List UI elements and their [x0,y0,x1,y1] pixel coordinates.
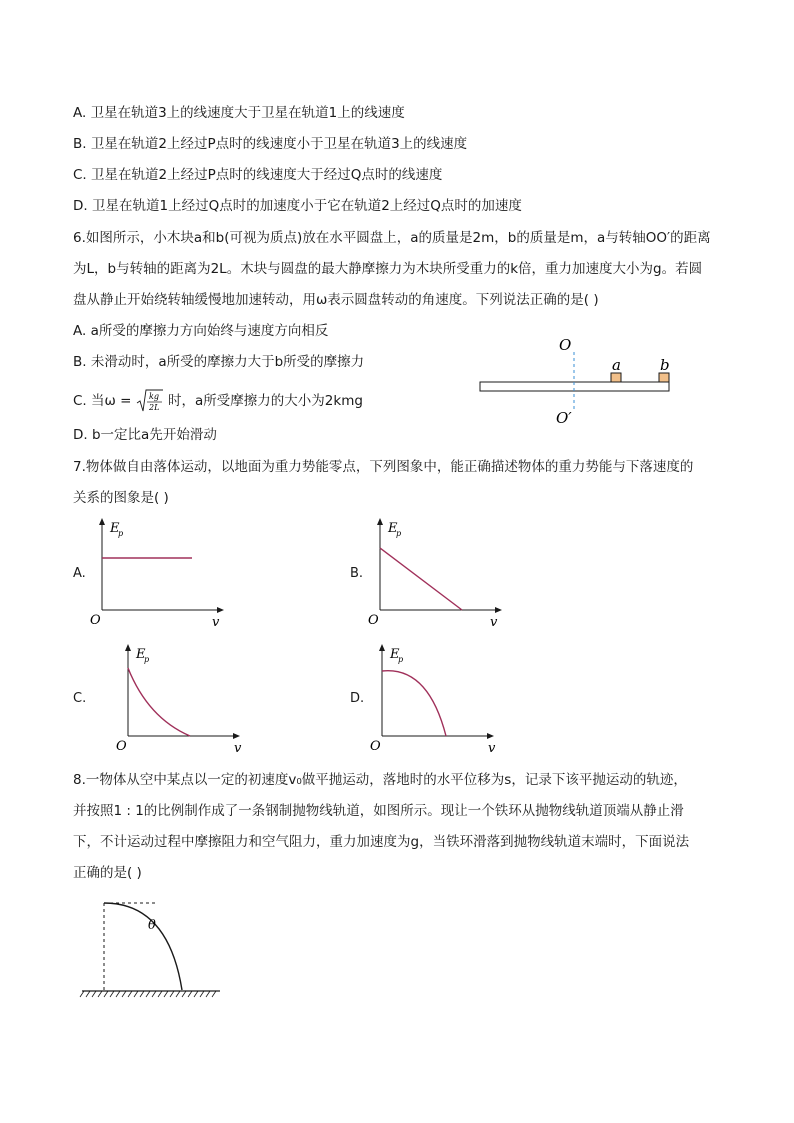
svg-text:E: E [110,521,120,536]
svg-text:v: v [490,615,498,628]
svg-text:E: E [390,647,400,662]
svg-text:E: E [136,647,146,662]
option-text: 卫星在轨道2上经过P点时的线速度小于卫星在轨道3上的线速度 [90,136,468,152]
option-text: 卫星在轨道1上经过Q点时的加速度小于它在轨道2上经过Q点时的加速度 [91,198,522,214]
option-letter: A. [73,105,87,121]
label-o: O [559,336,572,354]
q7-graph-a[interactable] [88,518,238,628]
curve [382,671,446,736]
q6-stem-line-1: 6.如图所示，小木块a和b(可视为质点)放在水平圆盘上，a的质量是2m，b的质量是m，a与转轴OO′的距离 [73,230,711,246]
option-text: 卫星在轨道2上经过P点时的线速度大于经过Q点时的线速度 [91,167,443,183]
q6-disc-figure [470,330,680,430]
q6-stem-line-2: 为L，b与转轴的距离为2L。木块与圆盘的最大静摩擦力为木块所受重力的k倍，重力加速度大小为g。若圆 [73,261,703,277]
ground-hatch [80,991,216,997]
q5-option-a[interactable] [73,103,405,123]
q7-graph-c-letter[interactable]: C. [73,691,87,706]
q5-option-d[interactable] [73,196,522,216]
q6-option-c[interactable] [73,388,363,414]
q7-stem-line-1: 7.物体做自由落体运动，以地面为重力势能零点，下列图象中，能正确描述物体的重力势能与下落速度的 [73,459,694,475]
svg-text:O: O [116,739,127,754]
q5-option-b[interactable] [73,134,467,154]
option-c-suffix: 时，a所受摩擦力的大小为2kmg [168,393,363,409]
svg-text:v: v [234,741,242,754]
q7-graph-b[interactable] [366,518,516,628]
q8-parabola-figure [78,895,228,1005]
q7-graph-b-letter[interactable]: B. [350,566,364,581]
q5-option-c[interactable] [73,165,442,185]
curve [128,668,190,736]
q7-stem-line-2: 关系的图象是( ) [73,490,169,506]
svg-text:O: O [90,613,101,628]
q6-option-d[interactable]: D. b一定比a先开始滑动 [73,427,217,443]
frac-den: 2L [148,403,160,412]
q7-graph-d[interactable] [368,644,508,754]
option-letter: C. [73,167,87,183]
svg-text:O: O [368,613,379,628]
frac-num: kg [148,392,159,401]
sqrt-expression [136,388,164,414]
svg-text:p: p [398,655,404,664]
svg-text:O: O [370,739,381,754]
label-theta: θ [148,918,156,933]
q6-option-a[interactable]: A. a所受的摩擦力方向始终与速度方向相反 [73,323,329,339]
option-c-prefix: C. 当ω = [73,393,132,409]
svg-text:v: v [488,741,496,754]
label-b: b [660,356,670,374]
svg-text:p: p [118,529,124,538]
q6-stem-line-3: 盘从静止开始绕转轴缓慢地加速转动，用ω表示圆盘转动的角速度。下列说法正确的是( ) [73,292,599,308]
label-o-prime: O′ [556,409,572,427]
block-b [659,373,669,382]
svg-text:p: p [144,655,150,664]
svg-text:p: p [396,529,402,538]
q8-stem-line-2: 并按照1 : 1的比例制作成了一条钢制抛物线轨道，如图所示。现让一个铁环从抛物线轨道顶端从静止滑 [73,803,684,819]
q7-graph-c[interactable] [114,644,254,754]
q7-graph-d-letter[interactable]: D. [350,691,365,706]
parabola-track [104,903,182,990]
option-letter: D. [73,198,88,214]
q8-stem-line-3: 下，不计运动过程中摩擦阻力和空气阻力，重力加速度为g，当铁环滑落到抛物线轨道末端时，下面说法 [73,834,690,850]
q8-stem-line-4: 正确的是( ) [73,865,142,881]
q6-option-b[interactable]: B. 未滑动时，a所受的摩擦力大于b所受的摩擦力 [73,354,365,370]
svg-text:E: E [388,521,398,536]
q8-stem-line-1: 8.一物体从空中某点以一定的初速度v₀做平抛运动，落地时的水平位移为s，记录下该平抛运动的轨迹， [73,772,687,788]
curve [380,548,462,610]
svg-text:v: v [212,615,220,628]
q7-graph-a-letter[interactable]: A. [73,566,86,581]
option-letter: B. [73,136,87,152]
block-a [611,373,621,382]
option-text: 卫星在轨道3上的线速度大于卫星在轨道1上的线速度 [90,105,405,121]
label-a: a [612,356,621,374]
